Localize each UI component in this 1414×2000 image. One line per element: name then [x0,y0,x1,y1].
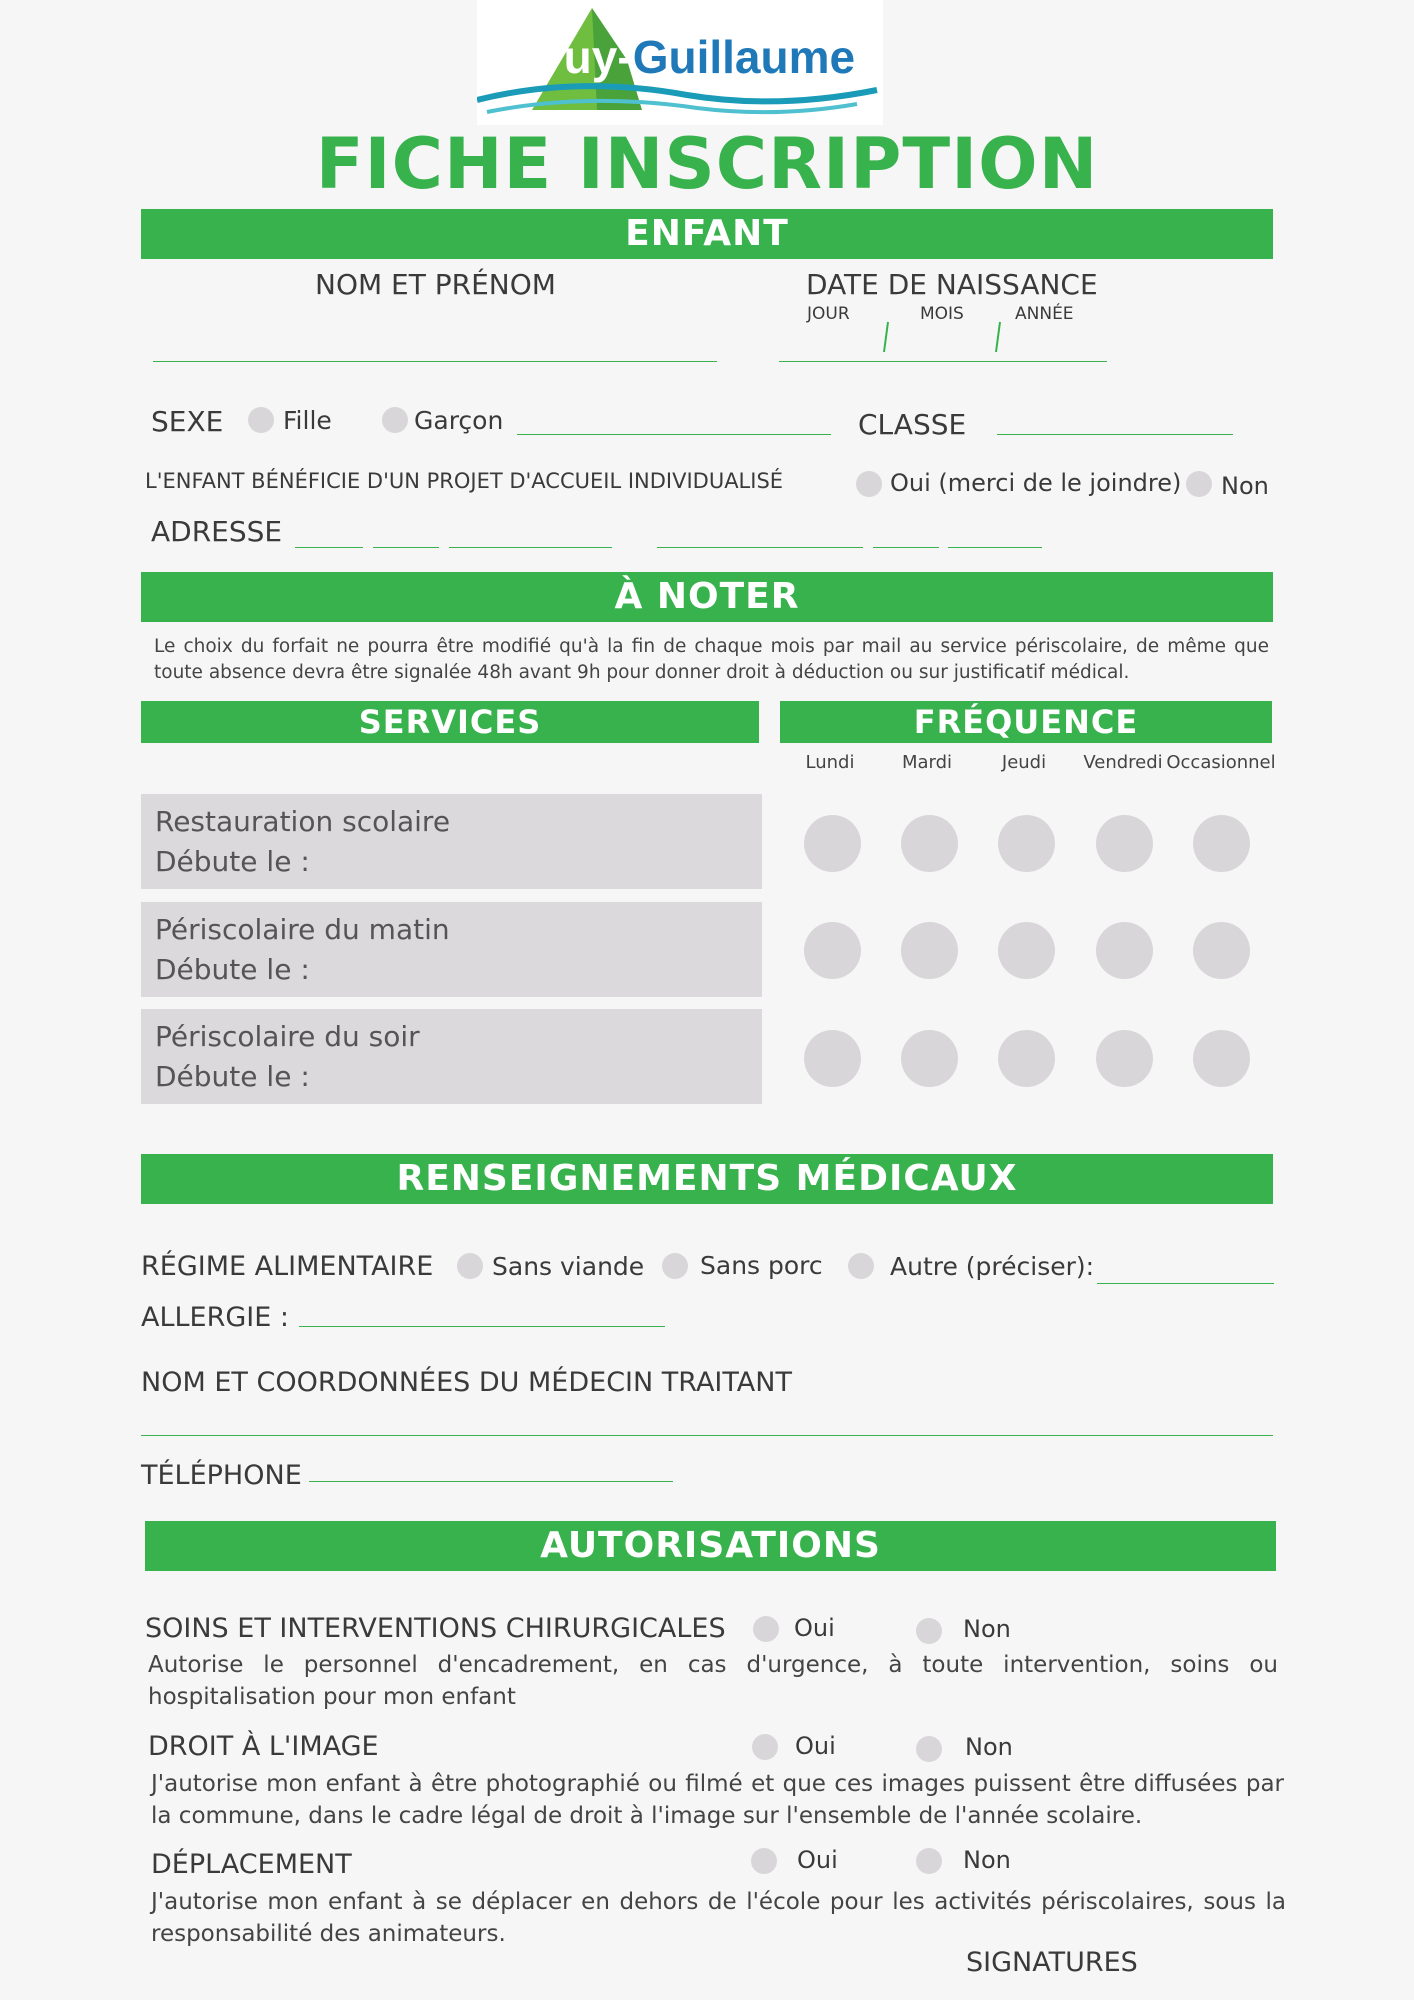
classe-label: CLASSE [858,408,967,441]
section-autorisations-header: AUTORISATIONS [145,1521,1276,1571]
radio-restauration-mardi[interactable] [901,815,958,872]
radio-matin-lundi[interactable] [804,922,861,979]
service-start[interactable]: Débute le : [155,845,310,878]
adresse-segment[interactable] [873,547,939,548]
image-title: DROIT À L'IMAGE [148,1731,379,1762]
sans-porc-label: Sans porc [700,1251,823,1280]
pai-label: L'ENFANT BÉNÉFICIE D'UN PROJET D'ACCUEIL INDIVIDUALISÉ [145,469,784,493]
radio-restauration-vendredi[interactable] [1096,815,1153,872]
sexe-label: SEXE [151,405,224,438]
mois-label: MOIS [920,304,964,324]
radio-matin-mardi[interactable] [901,922,958,979]
note-text: Le choix du forfait ne pourra être modifié qu'à la fin de chaque mois par mail au service périscolaire, de même que toute absence devra être signalée 48h avant 9h pour donner droit à déduction ou sur justificatif médical. [154,636,1269,683]
radio-restauration-jeudi[interactable] [998,815,1055,872]
section-enfant-header: ENFANT [141,209,1273,259]
pai-non-label: Non [1221,472,1269,500]
day-header: Mardi [901,752,953,773]
section-frequence-header: FRÉQUENCE [780,701,1272,743]
logo [477,0,883,125]
radio-image-non[interactable] [916,1736,942,1762]
radio-autre[interactable] [848,1253,874,1279]
service-name: Périscolaire du matin [155,913,450,946]
adresse-segment[interactable] [373,547,439,548]
radio-soir-jeudi[interactable] [998,1030,1055,1087]
medecin-label: NOM ET COORDONNÉES DU MÉDECIN TRAITANT [141,1367,792,1398]
sexe-other-field[interactable] [517,434,831,435]
nom-prenom-label: NOM ET PRÉNOM [315,268,556,301]
adresse-label: ADRESSE [151,515,283,548]
day-header: Lundi [805,752,855,773]
signatures-label: SIGNATURES [966,1947,1138,1978]
radio-soir-lundi[interactable] [804,1030,861,1087]
radio-soir-mardi[interactable] [901,1030,958,1087]
regime-label: RÉGIME ALIMENTAIRE [141,1251,434,1282]
adresse-segment[interactable] [295,547,363,548]
deplacement-text: J'autorise mon enfant à se déplacer en dehors de l'école pour les activités périscolaires, sous la responsabilité des animateurs. [151,1889,1286,1947]
sans-viande-label: Sans viande [492,1252,645,1281]
service-name: Périscolaire du soir [155,1020,420,1053]
radio-soir-occasionnel[interactable] [1193,1030,1250,1087]
soins-non-label: Non [963,1615,1011,1643]
image-text: J'autorise mon enfant à être photographié ou filmé et que ces images puissent être diffusées par la commune, dans le cadre légal de droit à l'image sur l'ensemble de l'année scolaire. [151,1771,1284,1829]
service-row [141,902,762,997]
medecin-field[interactable] [141,1435,1273,1436]
allergie-field[interactable] [299,1326,665,1327]
radio-soins-oui[interactable] [753,1616,779,1642]
day-header: Occasionnel [1166,752,1276,773]
classe-field[interactable] [997,434,1233,435]
jour-label: JOUR [807,304,850,324]
image-oui-label: Oui [795,1732,836,1760]
deplacement-title: DÉPLACEMENT [151,1849,352,1880]
day-header: Vendredi [1083,752,1163,773]
garcon-label: Garçon [414,406,504,435]
adresse-segment[interactable] [657,547,863,548]
nom-prenom-field[interactable] [153,361,717,362]
soins-oui-label: Oui [794,1614,835,1642]
logo-text-part2: Guillaume [632,31,856,83]
page-title: FICHE INSCRIPTION [315,123,1099,205]
deplacement-non-label: Non [963,1846,1011,1874]
deplacement-oui-label: Oui [797,1846,838,1874]
allergie-label: ALLERGIE : [141,1302,289,1333]
radio-matin-vendredi[interactable] [1096,922,1153,979]
date-naissance-label: DATE DE NAISSANCE [806,268,1098,301]
service-name: Restauration scolaire [155,805,451,838]
soins-text: Autorise le personnel d'encadrement, en cas d'urgence, à toute intervention, soins ou hospitalisation pour mon enfant [148,1652,1278,1710]
radio-sans-viande[interactable] [457,1253,483,1279]
radio-fille[interactable] [248,407,274,433]
service-row [141,794,762,889]
radio-matin-occasionnel[interactable] [1193,922,1250,979]
radio-image-oui[interactable] [752,1734,778,1760]
telephone-label: TÉLÉPHONE [141,1460,302,1491]
adresse-segment[interactable] [948,547,1042,548]
radio-deplacement-oui[interactable] [751,1848,777,1874]
autre-field[interactable] [1097,1283,1274,1284]
pai-oui-label: Oui (merci de le joindre) [890,469,1182,497]
section-a-noter-header: À NOTER [141,572,1273,622]
autre-label: Autre (préciser): [890,1252,1095,1281]
service-row [141,1009,762,1104]
image-non-label: Non [965,1733,1013,1761]
radio-matin-jeudi[interactable] [998,922,1055,979]
service-start[interactable]: Débute le : [155,953,310,986]
logo-text-part1: Puy- [533,31,633,83]
radio-soins-non[interactable] [916,1618,942,1644]
telephone-field[interactable] [309,1481,673,1482]
radio-soir-vendredi[interactable] [1096,1030,1153,1087]
fille-label: Fille [283,406,332,435]
radio-sans-porc[interactable] [662,1253,688,1279]
radio-pai-oui[interactable] [856,471,882,497]
section-services-header: SERVICES [141,701,759,743]
radio-garcon[interactable] [382,407,408,433]
adresse-segment[interactable] [449,547,612,548]
soins-title: SOINS ET INTERVENTIONS CHIRURGICALES [145,1613,726,1644]
radio-deplacement-non[interactable] [916,1848,942,1874]
section-medicaux-header: RENSEIGNEMENTS MÉDICAUX [141,1154,1273,1204]
radio-restauration-occasionnel[interactable] [1193,815,1250,872]
radio-pai-non[interactable] [1186,471,1212,497]
service-start[interactable]: Débute le : [155,1060,310,1093]
annee-label: ANNÉE [1015,304,1074,324]
radio-restauration-lundi[interactable] [804,815,861,872]
day-header: Jeudi [1001,752,1047,773]
date-separator-icon [860,310,1260,370]
